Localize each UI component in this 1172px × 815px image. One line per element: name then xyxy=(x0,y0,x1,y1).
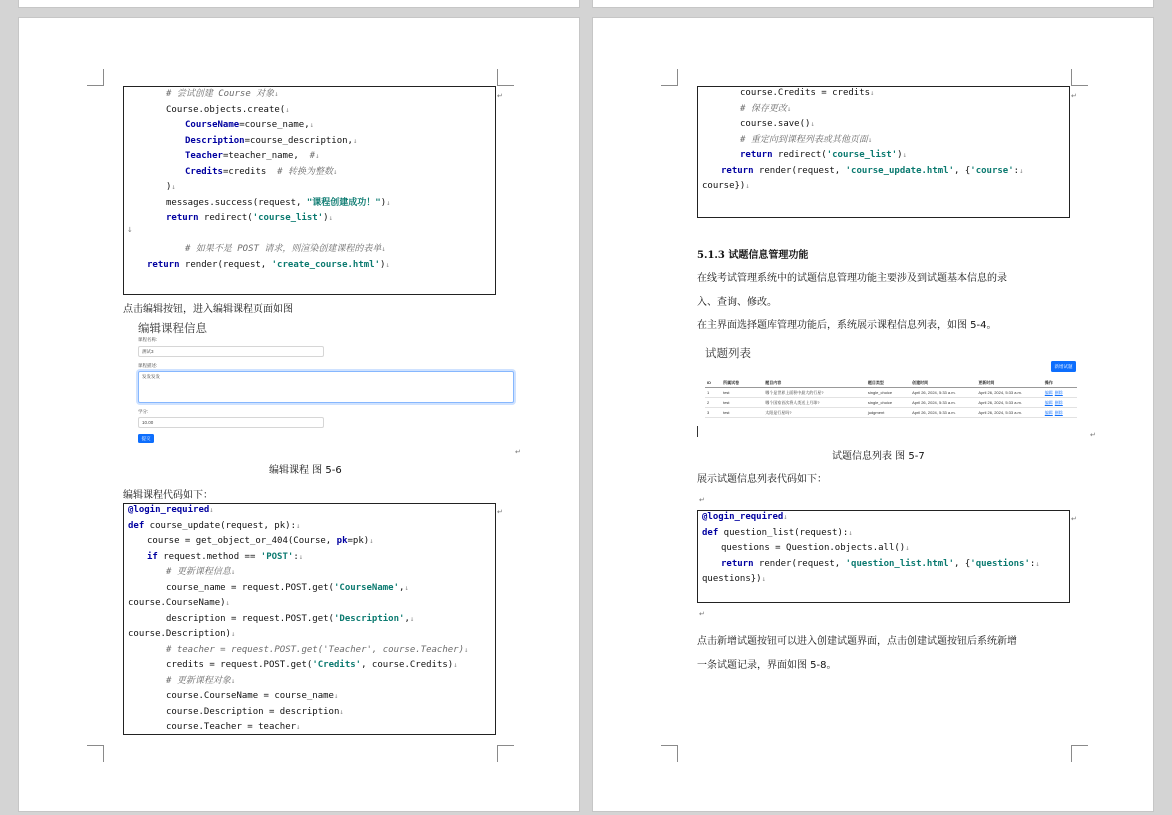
code-block-create-course xyxy=(123,86,496,295)
table-cell: test xyxy=(721,408,763,418)
paragraph-3b: 一条试题记录，界面如图 5-8。 xyxy=(697,660,837,671)
paragraph-3a: 点击新增试题按钮可以进入创建试题界面，点击创建试题按钮后系统新增 xyxy=(697,636,1017,647)
margin-corner xyxy=(661,745,678,762)
code-line: return render(request, 'course_update.html', {'course':↓ xyxy=(721,165,1024,176)
code-line: def question_list(request):↓ xyxy=(702,527,853,538)
table-cell: 1 xyxy=(705,388,721,398)
input-credits[interactable]: 10.00 xyxy=(138,417,324,428)
submit-button[interactable]: 提交 xyxy=(138,434,154,443)
table-cell: test xyxy=(721,388,763,398)
code-line: if request.method == 'POST':↓ xyxy=(147,551,303,562)
table-actions xyxy=(1043,388,1077,398)
delete-link[interactable]: 删除 xyxy=(1054,409,1063,415)
code-line: return redirect('course_list')↓ xyxy=(740,150,907,160)
margin-corner xyxy=(87,69,104,86)
paragraph-mark: ↵ xyxy=(699,610,705,618)
table-cell: 3 xyxy=(705,408,721,418)
code-line: course.Description)↓ xyxy=(128,629,236,639)
text-edit-button: 点击编辑按钮，进入编辑课程页面如图 xyxy=(123,304,293,315)
table-actions xyxy=(1043,408,1077,418)
code-line: # 更新课程对象↓ xyxy=(166,675,236,686)
margin-corner xyxy=(497,745,514,762)
previous-page-left xyxy=(18,0,580,8)
screenshot-edit-course xyxy=(133,318,517,450)
table-header-cell: 所属试卷 xyxy=(721,378,763,388)
delete-link[interactable]: 删除 xyxy=(1054,389,1063,395)
code-line: return render(request, 'question_list.html', {'questions':↓ xyxy=(721,558,1040,569)
table-cell: 2 xyxy=(705,398,721,408)
code-line: # 如果不是 POST 请求，则渲染创建课程的表单↓ xyxy=(185,244,386,254)
table-cell: April 26, 2024, 5:33 a.m. xyxy=(910,398,976,408)
table-header-cell: 创建时间 xyxy=(910,378,976,388)
code-line: return redirect('course_list')↓ xyxy=(166,213,333,223)
label-course-name: 课程名称: xyxy=(138,337,158,342)
table-header-cell: 更新时间 xyxy=(976,378,1042,388)
table-row xyxy=(705,408,1077,418)
code-line: @login_required↓ xyxy=(702,512,788,522)
paragraph-mark: ↵ xyxy=(497,92,503,100)
edit-link[interactable]: 编辑 xyxy=(1044,389,1053,395)
table-header-cell: ID xyxy=(705,378,721,388)
document-page-right xyxy=(592,17,1154,812)
table-cell: 哪个是世界上面积中最大的行星? xyxy=(763,388,866,398)
paragraph-1b: 入、查询、修改。 xyxy=(697,297,777,308)
code-line: questions = Question.objects.all()↓ xyxy=(721,543,910,553)
paragraph-mark: ↵ xyxy=(1090,431,1096,439)
paragraph-mark: ↵ xyxy=(497,508,503,516)
section-heading: 5.1.3 试题信息管理功能 xyxy=(697,250,809,261)
code-line: CourseName=course_name,↓ xyxy=(185,120,314,130)
question-table xyxy=(705,378,1077,418)
table-cell: 哪个国家首次将人类送上月球? xyxy=(763,398,866,408)
table-cell: single_choice xyxy=(866,388,910,398)
code-line: Description=course_description,↓ xyxy=(185,135,358,146)
code-line: # teacher = request.POST.get('Teacher', course.Teacher)↓ xyxy=(166,644,469,655)
label-course-desc: 课程描述: xyxy=(138,363,158,368)
caption-edit-course: 编辑课程 图 5-6 xyxy=(269,465,342,476)
screenshot-title: 编辑课程信息 xyxy=(138,323,207,335)
table-cell: April 26, 2024, 5:33 a.m. xyxy=(976,398,1042,408)
code-line: questions})↓ xyxy=(702,574,766,584)
delete-link[interactable]: 删除 xyxy=(1054,399,1063,405)
code-line: course.Credits = credits↓ xyxy=(740,88,875,98)
code-line: course.save()↓ xyxy=(740,119,815,129)
code-line: # 保存更改↓ xyxy=(740,103,792,114)
table-cell: test xyxy=(721,398,763,408)
table-cell: April 26, 2024, 5:33 a.m. xyxy=(976,388,1042,398)
paragraph-mark: ↵ xyxy=(515,448,521,456)
previous-page-right xyxy=(592,0,1154,8)
code-line: description = request.POST.get('Description',↓ xyxy=(166,613,415,624)
margin-corner xyxy=(497,69,514,86)
code-line: course_name = request.POST.get('CourseName',↓ xyxy=(166,582,409,593)
table-row xyxy=(705,398,1077,408)
code-line: @login_required↓ xyxy=(128,505,214,515)
margin-corner xyxy=(1071,745,1088,762)
code-line: def course_update(request, pk):↓ xyxy=(128,520,301,531)
margin-corner xyxy=(87,745,104,762)
code-line: # 尝试创建 Course 对象↓ xyxy=(166,89,279,99)
paragraph-mark: ↵ xyxy=(699,496,705,504)
table-cell: April 26, 2024, 5:33 a.m. xyxy=(910,388,976,398)
code-line: course.CourseName)↓ xyxy=(128,598,230,608)
text-edit-code: 编辑课程代码如下： xyxy=(123,490,213,501)
table-cell: judgment xyxy=(866,408,910,418)
paragraph-2: 在主界面选择题库管理功能后，系统展示课程信息列表，如图 5-4。 xyxy=(697,320,997,331)
input-course-desc[interactable]: 发发发发 xyxy=(138,371,514,403)
code-line: Credits=credits # 转换为整数↓ xyxy=(185,166,338,177)
table-header-cell: 操作 xyxy=(1043,378,1077,388)
table-actions xyxy=(1043,398,1077,408)
input-course-name[interactable]: 测试3 xyxy=(138,346,324,357)
code-line: messages.success(request, "课程创建成功！")↓ xyxy=(166,197,391,208)
text-list-code: 展示试题信息列表代码如下： xyxy=(697,474,827,485)
table-cell: single_choice xyxy=(866,398,910,408)
caption-question-list: 试题信息列表 图 5-7 xyxy=(832,451,925,462)
paragraph-mark: ↓ xyxy=(127,226,133,234)
paragraph-mark: ↵ xyxy=(1071,92,1077,100)
code-line: Course.objects.create(↓ xyxy=(166,104,290,115)
table-cell: 太阳是行星吗? xyxy=(763,408,866,418)
margin-corner xyxy=(1071,69,1088,86)
code-line: credits = request.POST.get('Credits', course.Credits)↓ xyxy=(166,660,458,670)
add-question-button[interactable]: 新增试题 xyxy=(1051,361,1076,372)
edit-link[interactable]: 编辑 xyxy=(1044,409,1053,415)
text-cursor xyxy=(697,426,698,437)
paragraph-mark: ↵ xyxy=(1071,515,1077,523)
table-row xyxy=(705,388,1077,398)
paragraph-1a: 在线考试管理系统中的试题信息管理功能主要涉及到试题基本信息的录 xyxy=(697,273,1007,284)
label-credits: 学分: xyxy=(138,409,149,414)
screenshot-question-list xyxy=(701,342,1079,432)
code-block-course-update xyxy=(123,503,496,735)
code-line: # 重定向到课程列表或其他页面↓ xyxy=(740,134,873,145)
table-header-cell: 题目内容 xyxy=(763,378,866,388)
code-line: # 更新课程信息↓ xyxy=(166,567,236,577)
table-cell: April 26, 2024, 5:33 a.m. xyxy=(910,408,976,418)
code-block-course-update-end xyxy=(697,86,1070,218)
code-line: course.CourseName = course_name↓ xyxy=(166,691,339,701)
code-block-question-list xyxy=(697,510,1070,603)
document-page-left xyxy=(18,17,580,812)
screenshot-title: 试题列表 xyxy=(705,348,751,360)
margin-corner xyxy=(661,69,678,86)
table-header-cell: 题目类型 xyxy=(866,378,910,388)
code-line: course.Teacher = teacher↓ xyxy=(166,722,301,732)
code-line: )↓ xyxy=(166,182,176,192)
code-line: return render(request, 'create_course.html')↓ xyxy=(147,259,390,270)
code-line: course})↓ xyxy=(702,181,750,191)
table-cell: April 26, 2024, 5:33 a.m. xyxy=(976,408,1042,418)
code-line: course = get_object_or_404(Course, pk=pk)↓ xyxy=(147,536,374,546)
code-line: course.Description = description↓ xyxy=(166,706,344,717)
edit-link[interactable]: 编辑 xyxy=(1044,399,1053,405)
code-line: Teacher=teacher_name, #↓ xyxy=(185,151,320,161)
